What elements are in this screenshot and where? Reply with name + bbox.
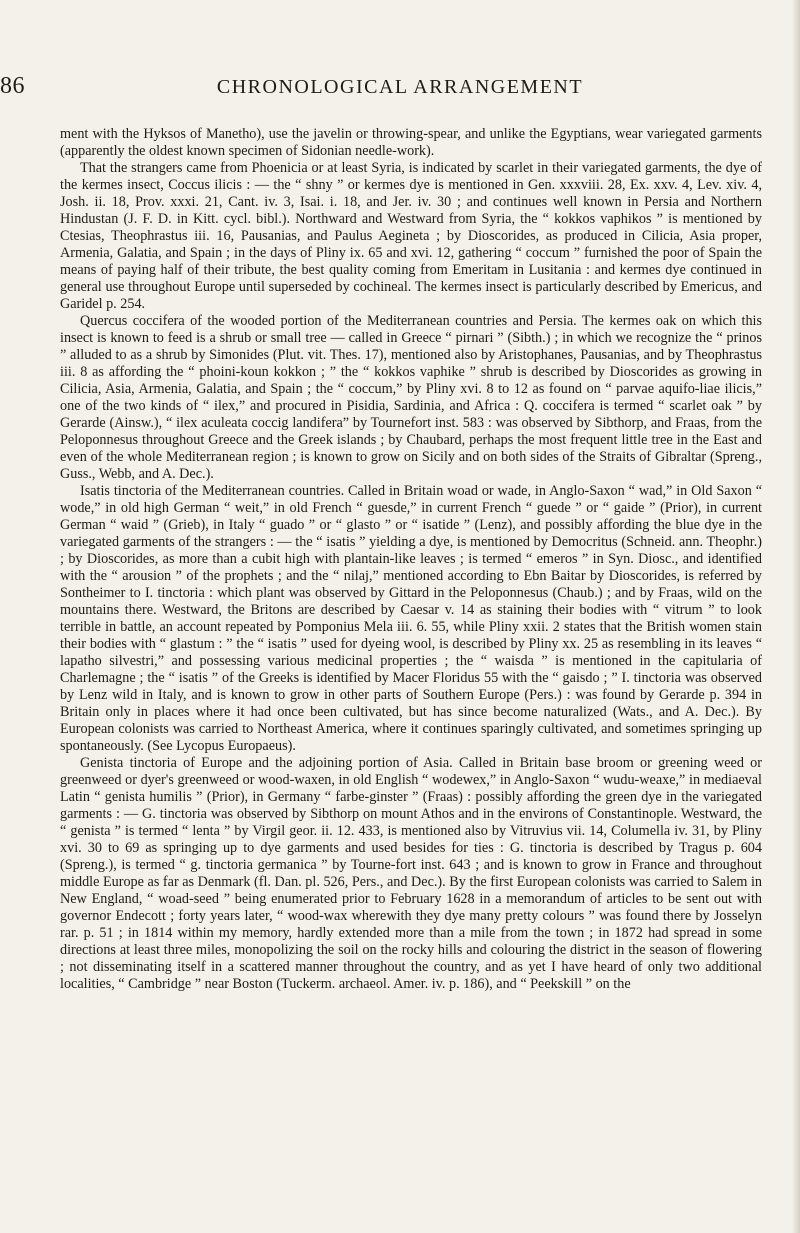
paragraph: Isatis tinctoria of the Mediterranean countries. Called in Britain woad or wade, in Anglo-Saxon “ wad,” in Old Saxon “ wode,” in old high German “ weit,” in old French “ guesde,” in current French “ guede ” or “ gaide ” (Prior), in current German “ waid ” (Grieb), in Italy “ guado ” or “ glasto ” or “ isatide ” (Lenz), and possibly affording the blue dye in the variegated garments of the strangers : — the “ isatis ” yielding a dye, is mentioned by Democritus (Schneid. ann. Theophr.) ; by Dioscorides, as more than a cubit high with plantain-like leaves ; is termed “ emeros ” in Syn. Diosc., and identified with the “ arousion ” of the prophets ; and the “ nilaj,” mentioned according to Ebn Baitar by Dioscorides, is referred by Sontheimer to I. tinctoria : which plant was observed by Gittard in the Peloponnesus (Chaub.) ; and by Fraas, wild on the mountains there. Westward, the Britons are described by Caesar v. 14 as staining their bodies with “ vitrum ” to look terrible in battle, an account repeated by Pomponius Mela iii. 6. 55, while Pliny xxii. 2 states that the British women stain their bodies with “ glastum : ” the “ isatis ” used for dyeing wool, is described by Pliny xx. 25 as resembling in its leaves “ lapatho silvestri,” and possessing various medicinal properties ; the “ waisda ” is mentioned in the capitularia of Charlemagne ; the “ isatis ” of the Greeks is identified by Macer Floridus 55 with the “ gaisdo ; ” I. tinctoria was observed by Lenz wild in Italy, and is known to grow in other parts of Southern Europe (Pers.) : was found by Gerarde p. 394 in Britain only in places where it had once been cultivated, but has since become naturalized (Wats., and A. Dec.). By European colonists was carried to Northeast America, where it continues sparingly cultivated, and sometimes springing up spontaneously. (See Lycopus Europaeus). [60,483,762,754]
running-head: CHRONOLOGICAL ARRANGEMENT [216,76,584,98]
page-number: 86 [0,73,25,99]
page-body [60,126,762,993]
paragraph: Genista tinctoria of Europe and the adjoining portion of Asia. Called in Britain base broom or greening weed or greenweed or dyer's greenweed or wood-waxen, in old English “ wodewex,” in Anglo-Saxon “ wudu-weaxe,” in mediaeval Latin “ genista humilis ” (Prior), in Germany “ farbe-ginster ” (Fraas) : possibly affording the green dye in the variegated garments : — G. tinctoria was observed by Sibthorp on mount Athos and in the environs of Constantinople. Westward, the “ genista ” is termed “ lenta ” by Virgil geor. ii. 12. 433, is mentioned also by Vitruvius vii. 14, Columella iv. 31, by Pliny xvi. 30 to 69 as springing up to dye garments and used besides for ties : G. tinctoria is described by Tragus p. 604 (Spreng.), is termed “ g. tinctoria germanica ” by Tourne-fort inst. 643 ; and is known to grow in France and throughout middle Europe as far as Denmark (fl. Dan. pl. 526, Pers., and Dec.). By the first European colonists was carried to Salem in New England, “ woad-seed ” being enumerated prior to February 1628 in a memorandum of articles to be sent out with governor Endecott ; forty years later, “ wood-wax wherewith they dye many pretty colours ” was found there by Josselyn rar. p. 51 ; in 1814 within my memory, hardly extended more than a mile from the town ; in 1872 had spread in some directions at least three miles, monopolizing the soil on the rocky hills and colouring the district in the season of flowering ; not disseminating itself in a scattered manner throughout the country, and as yet I have heard of only two additional localities, “ Cambridge ” near Boston (Tuckerm. archaeol. Amer. iv. p. 186), and “ Peekskill ” on the [60,755,762,992]
paragraph: ment with the Hyksos of Manetho), use the javelin or throwing-spear, and unlike the Egyptians, wear variegated garments (apparently the oldest known specimen of Sidonian needle-work). [60,126,762,159]
paragraph: Quercus coccifera of the wooded portion of the Mediterranean countries and Persia. The kermes oak on which this insect is known to feed is a shrub or small tree — called in Greece “ pirnari ” (Sibth.) ; in which we recognize the “ prinos ” alluded to as a shrub by Simonides (Plut. vit. Thes. 17), mentioned also by Aristophanes, Pausanias, and by Theophrastus iii. 8 as affording the “ phoini-koun kokkon ; ” the “ kokkos vaphike ” shrub is described by Dioscorides as growing in Cilicia, Asia, Armenia, Galatia, and Spain ; the “ coccum,” by Pliny xvi. 8 to 12 as found on “ parvae aquifo-liae ilicis,” one of the two kinds of “ ilex,” and procured in Pisidia, Sardinia, and Africa : Q. coccifera is termed “ scarlet oak ” by Gerarde (Ainsw.), “ ilex aculeata coccig landifera” by Tournefort inst. 583 : was observed by Sibthorp, and Fraas, from the Peloponnesus throughout Greece and the Greek islands ; by Chaubard, perhaps the most frequent little tree in the East and even of the whole Mediterranean region ; is known to grow on Sicily and on both sides of the Straits of Gibraltar (Spreng., Guss., Webb, and A. Dec.). [60,313,762,482]
paragraph: That the strangers came from Phoenicia or at least Syria, is indicated by scarlet in their variegated garments, the dye of the kermes insect, Coccus ilicis : — the “ shny ” or kermes dye is mentioned in Gen. xxxviii. 28, Ex. xxv. 4, Lev. xiv. 4, Josh. ii. 18, Prov. xxxi. 21, Cant. iv. 3, Isai. i. 18, and Jer. iv. 30 ; and continues well known in Persia and Northern Hindustan (J. F. D. in Kitt. cycl. bibl.). Northward and Westward from Syria, the “ kokkos vaphikos ” is mentioned by Ctesias, Theophrastus iii. 16, Pausanias, and Paulus Aegineta ; by Dioscorides, as produced in Cilicia, Asia proper, Armenia, Galatia, and Spain ; in the days of Pliny ix. 65 and xvi. 12, gathering “ coccum ” furnished the poor of Spain the means of paying half of their tribute, the best quality coming from Emeritam in Lusitania : and kermes dye continued in general use throughout Europe until superseded by cochineal. The kermes insect is particularly described by Emericus, and Garidel p. 254. [60,160,762,312]
page-edge-shadow [792,0,800,1233]
